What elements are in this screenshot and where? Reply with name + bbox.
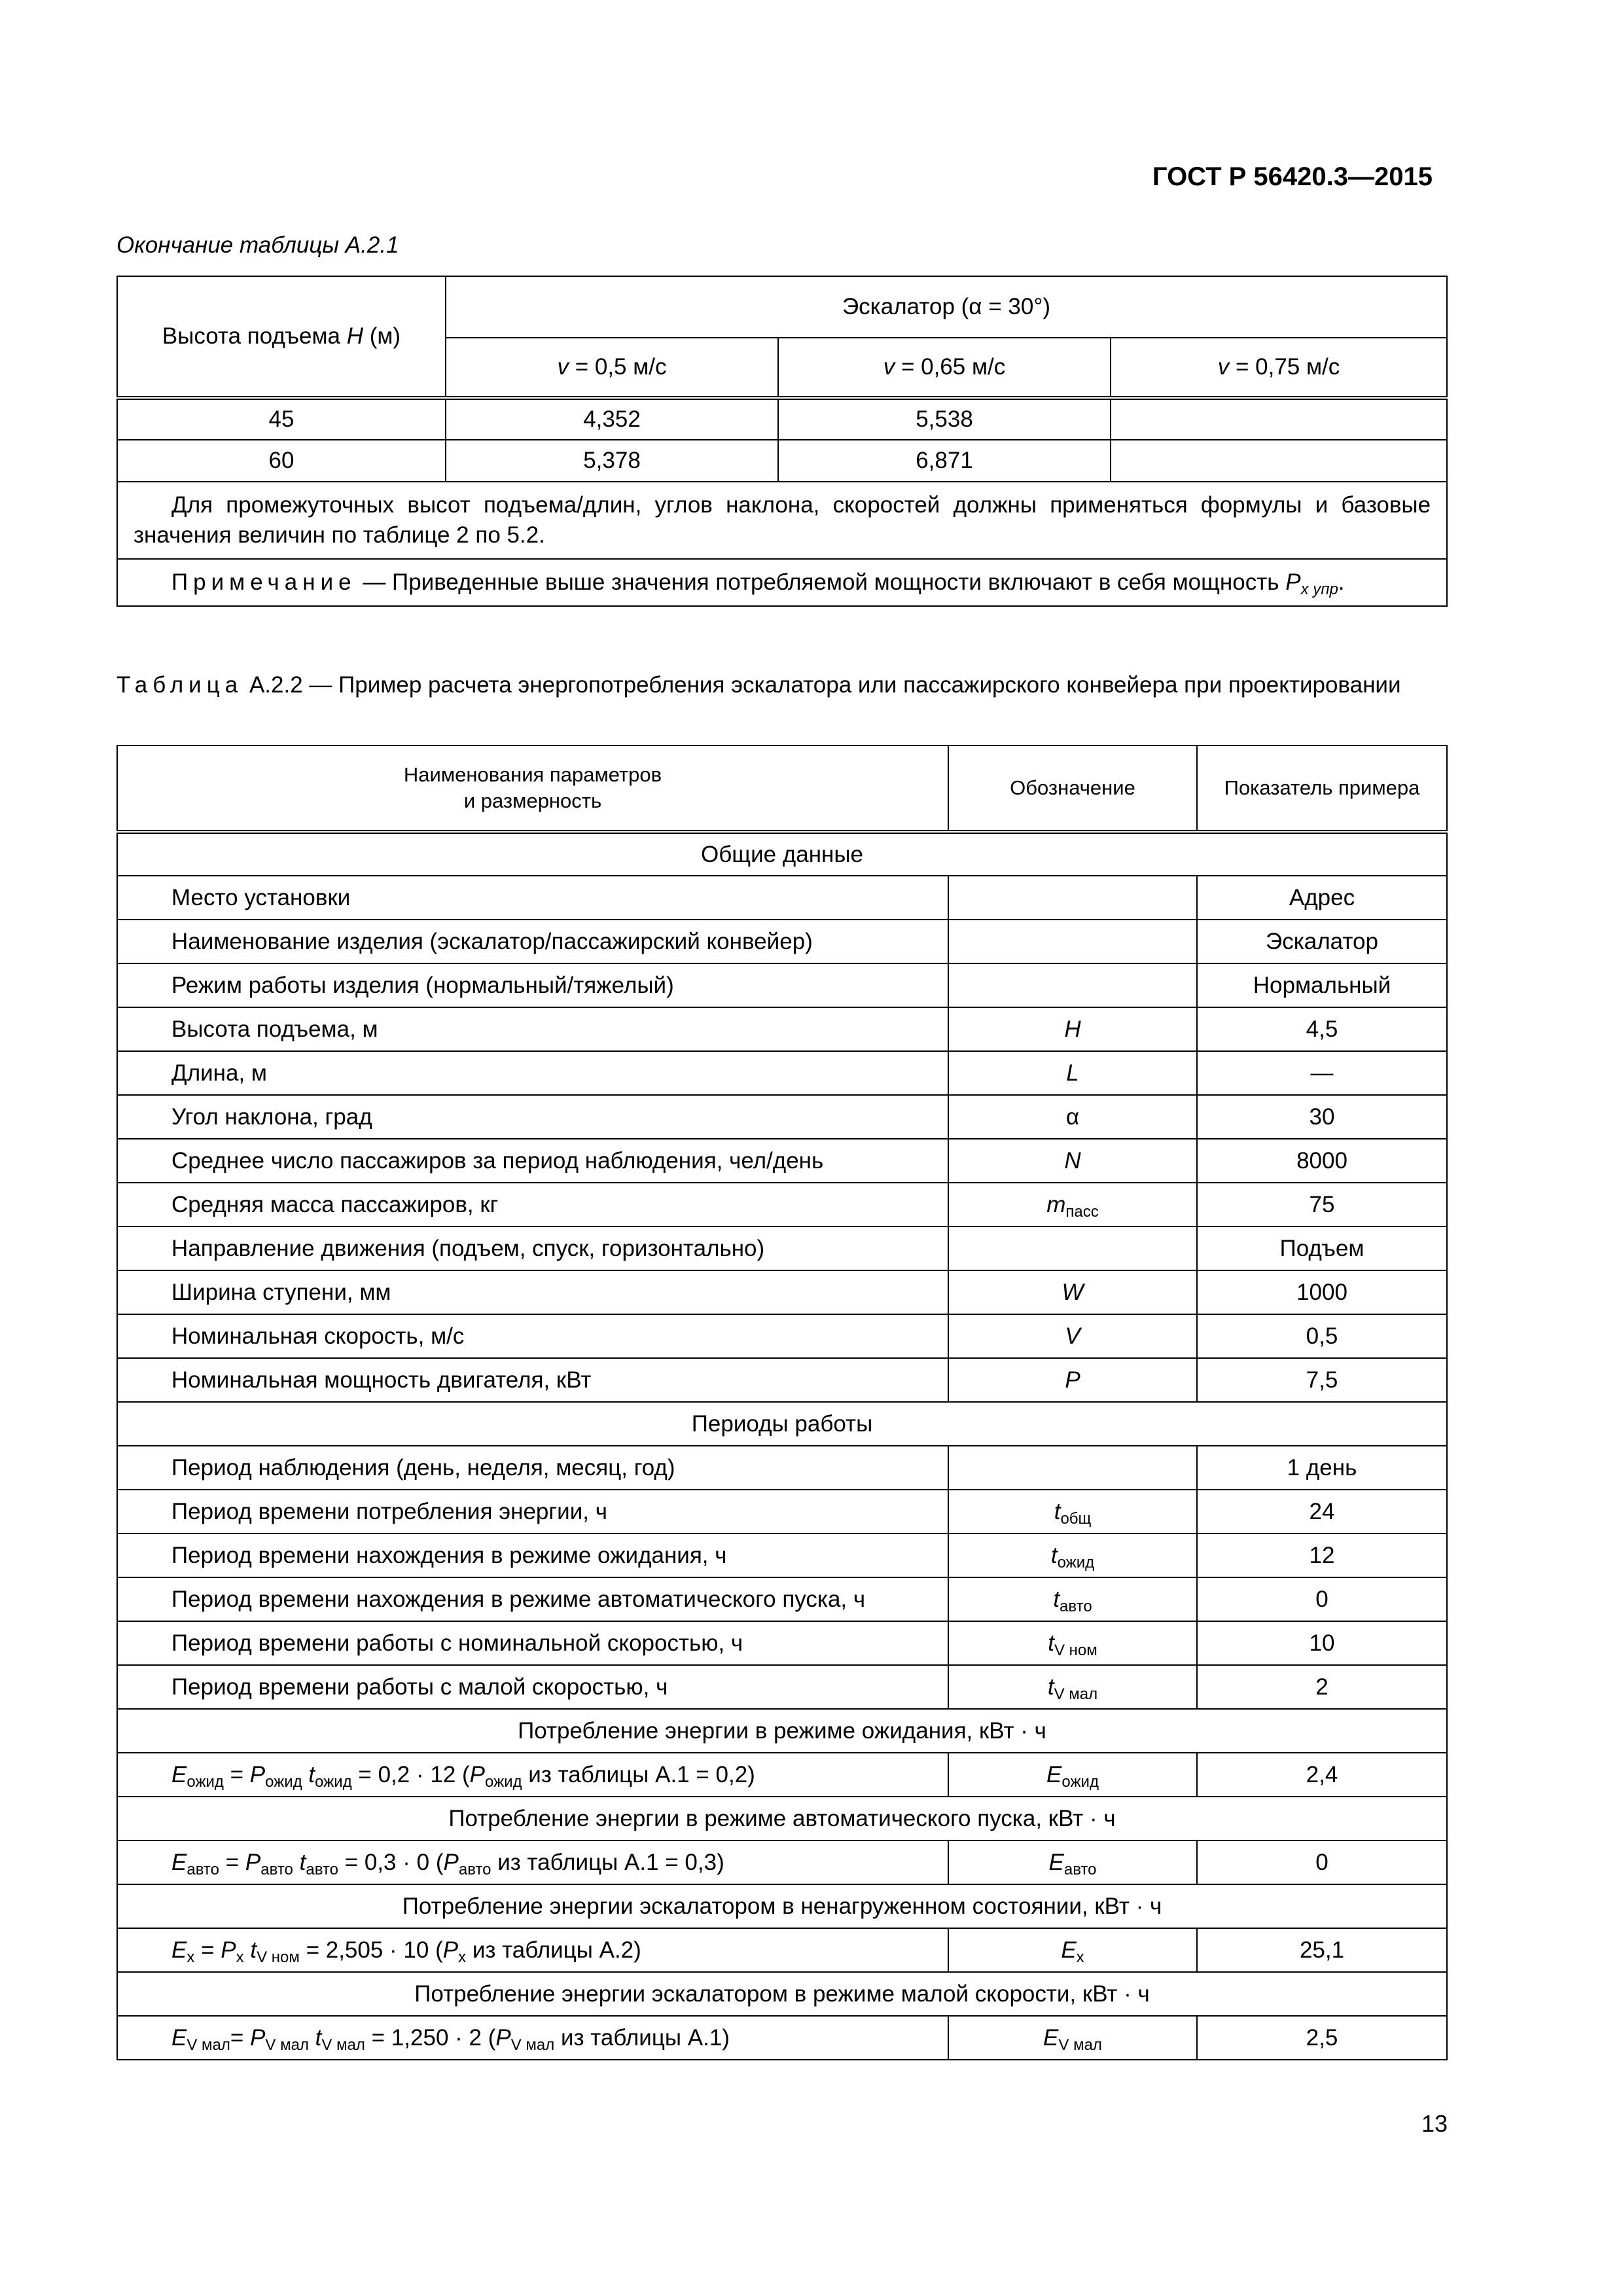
formula-row [117,1928,1447,1972]
symbol-cell: $t_{V ном}$ [948,1621,1197,1665]
value-cell: 5,378 [446,440,778,482]
table-row [117,1577,1447,1621]
table-continuation-caption: Окончание таблицы А.2.1 [116,232,399,258]
param-cell: Направление движения (подъем, спуск, горизонтально) [117,1227,948,1270]
formula-row [117,1840,1447,1884]
value-cell: 6,871 [778,440,1111,482]
height-cell: 45 [117,398,446,440]
table-row [117,1490,1447,1534]
param-cell: Место установки [117,876,948,920]
section-title: Потребление энергии в режиме автоматического пуска, кВт · ч [117,1797,1447,1840]
speed-header-2: v = 0,65 м/с [778,338,1111,398]
table-row [117,1139,1447,1183]
table-a22-caption: Таблица А.2.2 — Пример расчета энергопотребления эскалатора или пассажирского конвейера при проектировании [116,672,1401,698]
table-row [117,920,1447,963]
symbol-cell: α [948,1095,1197,1139]
value-cell: 8000 [1197,1139,1447,1183]
value-cell: 10 [1197,1621,1447,1665]
table-row [117,1007,1447,1051]
value-cell [1111,440,1447,482]
value-cell: 4,5 [1197,1007,1447,1051]
value-cell: Нормальный [1197,963,1447,1007]
table-row [117,1314,1447,1358]
symbol-cell: W [948,1270,1197,1314]
formula-cell: $E_{V мал}= P_{V мал}$ $t_{V мал} = 1,250 \cdot 2$ ($P_{V мал}$ из таблицы А.1) [117,2016,948,2060]
section-row [117,1709,1447,1753]
symbol-cell [948,876,1197,920]
value-cell: 1000 [1197,1270,1447,1314]
param-cell: Период времени работы с номинальной скоростью, ч [117,1621,948,1665]
value-cell: 2 [1197,1665,1447,1709]
symbol-cell: $E_{авто}$ [948,1840,1197,1884]
param-cell: Период наблюдения (день, неделя, месяц, год) [117,1446,948,1490]
value-cell: 12 [1197,1534,1447,1577]
section-title: Потребление энергии эскалатором в режиме малой скорости, кВт · ч [117,1972,1447,2016]
value-cell: 25,1 [1197,1928,1447,1972]
value-cell: 4,352 [446,398,778,440]
symbol-cell: N [948,1139,1197,1183]
table-row [117,440,1447,482]
value-cell: 2,4 [1197,1753,1447,1797]
param-cell: Угол наклона, град [117,1095,948,1139]
value-cell: 0 [1197,1577,1447,1621]
symbol-cell: $E_{V мал}$ [948,2016,1197,2060]
value-cell: — [1197,1051,1447,1095]
symbol-cell [948,1227,1197,1270]
section-row [117,1972,1447,2016]
param-cell: Номинальная скорость, м/с [117,1314,948,1358]
value-cell: Эскалатор [1197,920,1447,963]
value-cell: 7,5 [1197,1358,1447,1402]
value-cell: 75 [1197,1183,1447,1227]
symbol-header: Обозначение [948,745,1197,832]
table-row [117,1446,1447,1490]
formula-row [117,1753,1447,1797]
example-header: Показатель примера [1197,745,1447,832]
symbol-cell: $E_x$ [948,1928,1197,1972]
energy-calculation-table [116,745,1448,2060]
value-cell: 24 [1197,1490,1447,1534]
table-row [117,1051,1447,1095]
section-row [117,1797,1447,1840]
value-cell: 2,5 [1197,2016,1447,2060]
symbol-cell: $t_{общ}$ [948,1490,1197,1534]
document-code: ГОСТ Р 56420.3—2015 [1152,162,1433,191]
symbol-cell: H [948,1007,1197,1051]
table-row [117,398,1447,440]
section-row [117,1402,1447,1446]
symbol-cell: V [948,1314,1197,1358]
table-row [117,1621,1447,1665]
table-row [117,1665,1447,1709]
param-cell: Режим работы изделия (нормальный/тяжелый) [117,963,948,1007]
power-consumption-table [116,276,1448,607]
symbol-cell [948,963,1197,1007]
param-cell: Высота подъема, м [117,1007,948,1051]
value-cell: Подъем [1197,1227,1447,1270]
table-note: Примечание — Приведенные выше значения потребляемой мощности включают в себя мощность $P_{x упр}$. [117,559,1447,606]
height-cell: 60 [117,440,446,482]
value-cell: 30 [1197,1095,1447,1139]
param-cell: Ширина ступени, мм [117,1270,948,1314]
symbol-cell: $t_{ожид}$ [948,1534,1197,1577]
formula-cell: $E_{ожид} = P_{ожид}$ $t_{ожид} = 0,2 \cdot 12$ ($P_{ожид}$ из таблицы А.1 = 0,2) [117,1753,948,1797]
table-row [117,963,1447,1007]
page-number: 13 [1421,2110,1448,2137]
table-row [117,1358,1447,1402]
section-title: Периоды работы [117,1402,1447,1446]
escalator-group-header: Эскалатор (α = 30°) [446,276,1447,338]
param-cell: Наименование изделия (эскалатор/пассажирский конвейер) [117,920,948,963]
table-row [117,1534,1447,1577]
speed-header-3: v = 0,75 м/с [1111,338,1447,398]
section-row [117,832,1447,876]
symbol-cell [948,1446,1197,1490]
value-cell: Адрес [1197,876,1447,920]
formula-cell: $E_x = P_x$ $t_{V ном} = 2,505 \cdot 10$ ($P_x$ из таблицы А.2) [117,1928,948,1972]
param-cell: Длина, м [117,1051,948,1095]
speed-header-1: v = 0,5 м/с [446,338,778,398]
param-cell: Среднее число пассажиров за период наблюдения, чел/день [117,1139,948,1183]
symbol-cell [948,920,1197,963]
formula-row [117,2016,1447,2060]
table-row [117,1270,1447,1314]
symbol-cell: $t_{авто}$ [948,1577,1197,1621]
symbol-cell: $m_{пасс}$ [948,1183,1197,1227]
param-cell: Номинальная мощность двигателя, кВт [117,1358,948,1402]
section-title: Общие данные [117,832,1447,876]
param-cell: Период времени нахождения в режиме ожидания, ч [117,1534,948,1577]
table-row [117,876,1447,920]
value-cell: 0 [1197,1840,1447,1884]
section-row [117,1884,1447,1928]
value-cell [1111,398,1447,440]
param-header: Наименования параметров и размерность [117,745,948,832]
value-cell: 0,5 [1197,1314,1447,1358]
symbol-cell: $t_{V мал}$ [948,1665,1197,1709]
value-cell: 1 день [1197,1446,1447,1490]
symbol-cell: P [948,1358,1197,1402]
param-cell: Период времени потребления энергии, ч [117,1490,948,1534]
symbol-cell: L [948,1051,1197,1095]
lift-height-header: Высота подъема H (м) [117,276,446,398]
value-cell: 5,538 [778,398,1111,440]
formula-cell: $E_{авто} = P_{авто}$ $t_{авто} = 0,3 \cdot 0$ ($P_{авто}$ из таблицы А.1 = 0,3) [117,1840,948,1884]
param-cell: Период времени работы с малой скоростью, ч [117,1665,948,1709]
section-title: Потребление энергии эскалатором в ненагруженном состоянии, кВт · ч [117,1884,1447,1928]
section-title: Потребление энергии в режиме ожидания, кВт · ч [117,1709,1447,1753]
table-row [117,1095,1447,1139]
formula-note: Для промежуточных высот подъема/длин, углов наклона, скоростей должны применяться формулы и базовые значения величин по таблице 2 по 5.2. [117,482,1447,559]
table-row [117,1183,1447,1227]
symbol-cell: $E_{ожид}$ [948,1753,1197,1797]
param-cell: Средняя масса пассажиров, кг [117,1183,948,1227]
param-cell: Период времени нахождения в режиме автоматического пуска, ч [117,1577,948,1621]
table-row [117,1227,1447,1270]
